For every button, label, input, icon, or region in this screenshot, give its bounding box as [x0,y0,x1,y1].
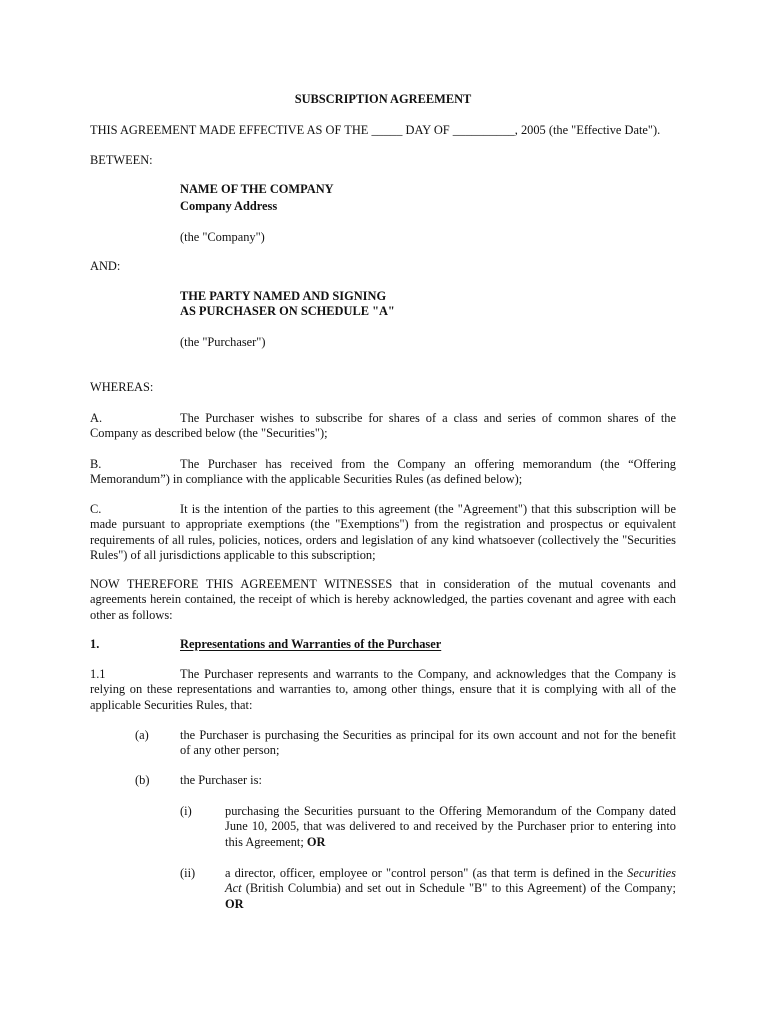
document-title: SUBSCRIPTION AGREEMENT [294,92,472,106]
recital-line: made pursuant to appropriate exemptions (the "Exemptions") from the registration and prospectus or equivalent [90,517,676,532]
conjunction-or: OR [306,834,326,849]
recital-line: requirements of all rules, policies, notices, orders and legislation of any kind whatsoever (collectively the "Securities [90,532,676,547]
subclause-a [135,728,676,759]
whereas-label: WHEREAS: [90,380,154,394]
purchaser-name-line: AS PURCHASER ON SCHEDULE "A" [180,304,395,319]
witnessing-clause [90,577,676,623]
statute-name-italic: Act [225,881,242,896]
recital-line: Memorandum”) in compliance with the applicable Securities Rules (as defined below); [90,472,523,487]
subclause-line: of any other person; [180,743,280,758]
item-line-text: (British Columbia) and set out in Schedule "B" to this Agreement) of the Company; [245,881,676,896]
clause-1-1 [90,667,676,713]
subclause-line: the Purchaser is purchasing the Securities as principal for its own account and not for the benefit [180,728,676,742]
section-heading: Representations and Warranties of the Purchaser [180,637,442,651]
subclause-label: (b) [135,773,150,787]
recital-line: The Purchaser has received from the Company an offering memorandum (the “Offering [180,457,676,471]
subclause-label: (a) [135,728,149,742]
recital-line: Rules") of all jurisdictions applicable to this subscription; [90,548,376,563]
item-ii [180,866,676,912]
clause-line: The Purchaser represents and warrants to the Company, and acknowledges that the Company is [180,667,676,681]
subclause-line: the Purchaser is: [180,773,262,787]
purchaser-name-line: THE PARTY NAMED AND SIGNING [180,289,387,303]
item-i [180,804,676,850]
item-line: purchasing the Securities pursuant to the Offering Memorandum of the Company dated [225,804,676,818]
clause-line: applicable Securities Rules, that: [90,697,253,712]
company-name: NAME OF THE COMPANY [180,182,334,196]
section-1-heading-row [90,637,676,652]
recital-label: A. [90,411,103,425]
item-line [225,866,676,881]
item-line [225,835,676,850]
witnessing-line: NOW THEREFORE THIS AGREEMENT WITNESSES that in consideration of the mutual covenants and [90,577,676,591]
between-label: BETWEEN: [90,153,153,167]
and-label: AND: [90,259,121,273]
item-line [225,881,676,896]
company-address: Company Address [180,199,278,213]
recital-line: The Purchaser wishes to subscribe for shares of a class and series of common shares of the [180,411,676,425]
clause-line: relying on these representations and warranties to, among other things, ensure that it is complying with all of the [90,682,676,697]
conjunction-or: OR [225,896,244,911]
purchaser-name [180,289,676,320]
effective-date-clause: THIS AGREEMENT MADE EFFECTIVE AS OF THE _____ DAY OF __________, 2005 (the "Effective Date"). [90,123,661,137]
recital-label: C. [90,502,102,516]
witnessing-line: agreements herein contained, the receipt of which is hereby acknowledged, the parties covenant and agree with each [90,592,676,607]
item-line: June 10, 2005, that was delivered to and received by the Purchaser prior to entering into [225,819,676,834]
clause-number: 1.1 [90,667,106,681]
recital-b [90,457,676,488]
item-line-text: this Agreement; [225,834,304,849]
recital-label: B. [90,457,102,471]
witnessing-line: other as follows: [90,607,173,622]
company-defined-term: (the "Company") [180,230,265,244]
item-line-text: a director, officer, employee or "control person" (as that term is defined in the [225,866,624,880]
recital-a [90,411,676,442]
section-number: 1. [90,637,100,651]
recital-c [90,502,676,564]
item-label: (ii) [180,866,196,880]
purchaser-defined-term: (the "Purchaser") [180,335,266,349]
item-label: (i) [180,804,192,818]
subclause-b [135,773,676,788]
section-heading-wrap [90,637,676,652]
recital-line: Company as described below (the "Securities"); [90,426,328,441]
recital-line: It is the intention of the parties to this agreement (the "Agreement") that this subscription will be [180,502,676,516]
statute-name-italic: Securities [627,866,676,880]
